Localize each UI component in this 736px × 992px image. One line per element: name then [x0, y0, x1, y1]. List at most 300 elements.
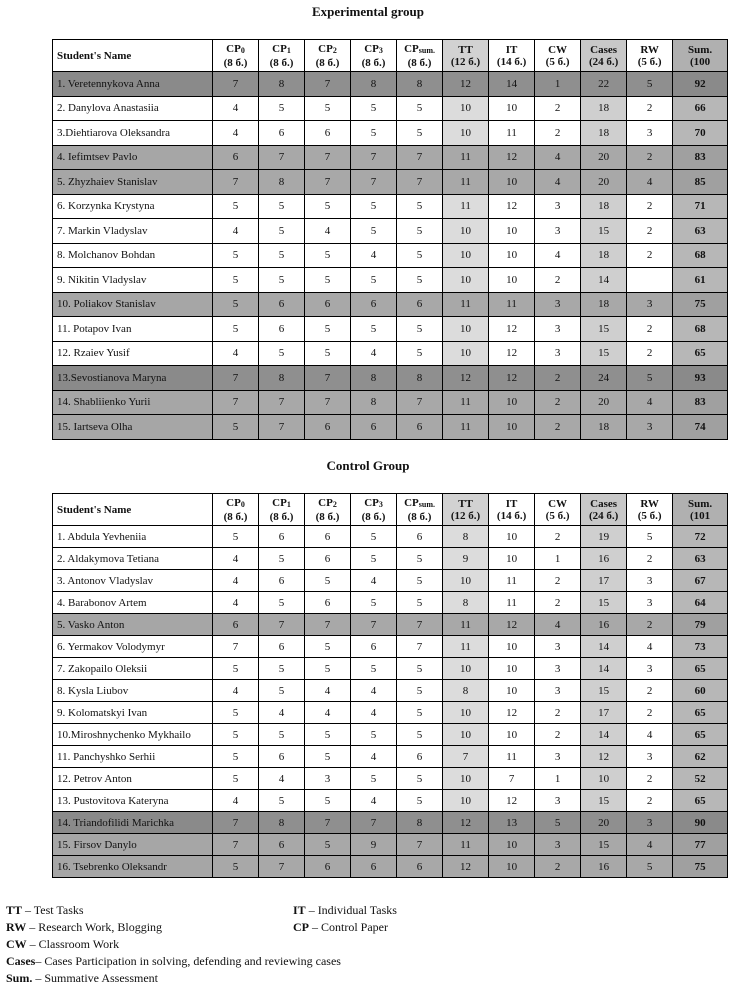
- score-cp1: 6: [258, 526, 304, 548]
- score-tt: 10: [443, 570, 489, 592]
- score-sum: 75: [673, 856, 728, 878]
- header-label: RW: [640, 43, 659, 56]
- score-cases: 15: [581, 790, 627, 812]
- header-col-3: [351, 494, 397, 526]
- score-cp2: 5: [305, 194, 351, 219]
- score-cp0: 4: [212, 548, 258, 570]
- header-label: IT: [505, 43, 518, 56]
- table-row: [53, 194, 728, 219]
- student-name: 14. Shabliienko Yurii: [53, 390, 213, 415]
- score-cp1: 5: [258, 243, 304, 268]
- score-cp0: 6: [212, 145, 258, 170]
- score-cw: 2: [535, 856, 581, 878]
- table-row: [53, 592, 728, 614]
- student-name: 12. Rzaiev Yusif: [53, 341, 213, 366]
- score-cpsum: 5: [397, 680, 443, 702]
- score-sum: 64: [673, 592, 728, 614]
- student-name: 13. Pustovitova Kateryna: [53, 790, 213, 812]
- score-cpsum: 6: [397, 292, 443, 317]
- header-points: (5 б.): [637, 55, 662, 68]
- score-cp1: 6: [258, 317, 304, 342]
- score-tt: 7: [443, 746, 489, 768]
- score-cw: 3: [535, 746, 581, 768]
- score-cpsum: 5: [397, 219, 443, 244]
- header-col-10: [673, 40, 728, 72]
- student-name: 11. Panchyshko Serhii: [53, 746, 213, 768]
- score-cpsum: 5: [397, 548, 443, 570]
- score-rw: 2: [627, 243, 673, 268]
- score-cp2: 6: [305, 415, 351, 440]
- score-cp2: 7: [305, 366, 351, 391]
- score-cp0: 6: [212, 614, 258, 636]
- score-tt: 10: [443, 317, 489, 342]
- score-cp0: 5: [212, 268, 258, 293]
- score-rw: 2: [627, 614, 673, 636]
- student-name: 4. Barabonov Artem: [53, 592, 213, 614]
- score-cp3: 5: [351, 219, 397, 244]
- student-name: 15. Firsov Danylo: [53, 834, 213, 856]
- score-cpsum: 5: [397, 194, 443, 219]
- score-cp3: 5: [351, 268, 397, 293]
- score-cw: 3: [535, 636, 581, 658]
- score-rw: 4: [627, 834, 673, 856]
- score-tt: 10: [443, 768, 489, 790]
- header-col-4: [397, 494, 443, 526]
- score-cp3: 5: [351, 121, 397, 146]
- score-cp0: 5: [212, 526, 258, 548]
- score-tt: 8: [443, 592, 489, 614]
- score-cp0: 4: [212, 592, 258, 614]
- score-cases: 15: [581, 219, 627, 244]
- score-it: 12: [489, 194, 535, 219]
- header-label: CW: [548, 497, 568, 510]
- score-it: 10: [489, 268, 535, 293]
- score-tt: 10: [443, 790, 489, 812]
- score-cw: 2: [535, 570, 581, 592]
- student-name: 7. Markin Vladyslav: [53, 219, 213, 244]
- score-cw: 3: [535, 292, 581, 317]
- score-tt: 11: [443, 614, 489, 636]
- score-cp3: 5: [351, 592, 397, 614]
- header-subscript: 0: [240, 499, 245, 509]
- score-cases: 10: [581, 768, 627, 790]
- control-group-table: [52, 493, 728, 878]
- header-col-3: [351, 40, 397, 72]
- experimental-group-table: [52, 39, 728, 440]
- score-tt: 10: [443, 219, 489, 244]
- score-tt: 10: [443, 243, 489, 268]
- score-cp2: 5: [305, 790, 351, 812]
- score-cases: 18: [581, 194, 627, 219]
- header-label: CP: [226, 496, 241, 509]
- header-label: CP: [272, 42, 287, 55]
- score-cp3: 4: [351, 746, 397, 768]
- score-cw: 3: [535, 680, 581, 702]
- header-label: IT: [505, 497, 518, 510]
- score-it: 11: [489, 292, 535, 317]
- score-cpsum: 6: [397, 415, 443, 440]
- header-col-6: [489, 494, 535, 526]
- score-cw: 1: [535, 548, 581, 570]
- header-label: Sum.: [687, 43, 713, 56]
- score-rw: 3: [627, 570, 673, 592]
- score-rw: 4: [627, 724, 673, 746]
- score-cpsum: 5: [397, 724, 443, 746]
- score-cp2: 5: [305, 834, 351, 856]
- header-points: (8 б.): [407, 56, 432, 69]
- header-label: CP: [364, 496, 379, 509]
- score-tt: 11: [443, 636, 489, 658]
- score-cp1: 6: [258, 292, 304, 317]
- header-col-8: [581, 494, 627, 526]
- table-row: [53, 292, 728, 317]
- score-cp1: 8: [258, 170, 304, 195]
- student-name: 12. Petrov Anton: [53, 768, 213, 790]
- score-sum: 65: [673, 702, 728, 724]
- score-cp1: 4: [258, 768, 304, 790]
- table-row: [53, 834, 728, 856]
- score-cp0: 7: [212, 72, 258, 97]
- score-it: 10: [489, 834, 535, 856]
- score-cp0: 7: [212, 366, 258, 391]
- score-rw: 2: [627, 194, 673, 219]
- header-col-2: [305, 40, 351, 72]
- score-cp2: 6: [305, 592, 351, 614]
- score-rw: 5: [627, 856, 673, 878]
- header-points: (12 б.): [450, 509, 481, 522]
- student-name: 4. Iefimtsev Pavlo: [53, 145, 213, 170]
- score-cp2: 3: [305, 768, 351, 790]
- header-col-2: [305, 494, 351, 526]
- header-points: (8 б.): [407, 510, 432, 523]
- score-cp2: 5: [305, 341, 351, 366]
- score-tt: 10: [443, 121, 489, 146]
- score-cp3: 5: [351, 724, 397, 746]
- score-cp2: 7: [305, 170, 351, 195]
- score-cw: 3: [535, 834, 581, 856]
- score-cp3: 6: [351, 856, 397, 878]
- header-points: (8 б.): [223, 56, 248, 69]
- student-name: 3. Antonov Vladyslav: [53, 570, 213, 592]
- score-cp0: 5: [212, 746, 258, 768]
- score-cp0: 5: [212, 292, 258, 317]
- score-it: 13: [489, 812, 535, 834]
- score-sum: 68: [673, 243, 728, 268]
- score-cases: 19: [581, 526, 627, 548]
- table-row: [53, 366, 728, 391]
- score-cp3: 4: [351, 570, 397, 592]
- table-row: [53, 680, 728, 702]
- score-cases: 15: [581, 834, 627, 856]
- score-it: 10: [489, 636, 535, 658]
- score-rw: 2: [627, 145, 673, 170]
- header-label: Sum.: [687, 497, 713, 510]
- score-sum: 62: [673, 746, 728, 768]
- score-cw: 4: [535, 145, 581, 170]
- score-cw: 2: [535, 592, 581, 614]
- header-subscript: 1: [286, 45, 291, 55]
- score-rw: 4: [627, 636, 673, 658]
- score-cp2: 7: [305, 614, 351, 636]
- score-cpsum: 7: [397, 614, 443, 636]
- score-tt: 11: [443, 834, 489, 856]
- score-cp2: 7: [305, 72, 351, 97]
- score-it: 10: [489, 548, 535, 570]
- student-name: 8. Kysla Liubov: [53, 680, 213, 702]
- score-cases: 20: [581, 145, 627, 170]
- score-sum: 68: [673, 317, 728, 342]
- table-row: [53, 121, 728, 146]
- score-it: 12: [489, 366, 535, 391]
- score-cases: 16: [581, 548, 627, 570]
- score-cw: 2: [535, 366, 581, 391]
- score-cp1: 6: [258, 636, 304, 658]
- score-cp1: 5: [258, 96, 304, 121]
- score-cpsum: 5: [397, 658, 443, 680]
- score-cp0: 5: [212, 243, 258, 268]
- score-cw: 1: [535, 768, 581, 790]
- header-subscript: 2: [332, 45, 337, 55]
- score-cp1: 5: [258, 194, 304, 219]
- score-sum: 83: [673, 145, 728, 170]
- score-sum: 65: [673, 724, 728, 746]
- score-cases: 14: [581, 724, 627, 746]
- score-cp0: 4: [212, 341, 258, 366]
- header-col-10: [673, 494, 728, 526]
- score-cpsum: 6: [397, 526, 443, 548]
- score-rw: 2: [627, 219, 673, 244]
- header-col-5: [443, 40, 489, 72]
- score-cases: 15: [581, 341, 627, 366]
- student-name: 13.Sevostianova Maryna: [53, 366, 213, 391]
- score-cp2: 4: [305, 680, 351, 702]
- header-label: CP: [318, 42, 333, 55]
- legend-sum: Sum. – Summative Assessment: [6, 971, 159, 985]
- score-cpsum: 7: [397, 390, 443, 415]
- score-cases: 15: [581, 592, 627, 614]
- score-rw: 3: [627, 812, 673, 834]
- score-sum: 67: [673, 570, 728, 592]
- header-points: (8 б.): [269, 510, 294, 523]
- score-it: 10: [489, 680, 535, 702]
- score-cp1: 5: [258, 658, 304, 680]
- score-it: 10: [489, 856, 535, 878]
- student-name: 1. Abdula Yevheniia: [53, 526, 213, 548]
- score-cases: 18: [581, 415, 627, 440]
- score-sum: 71: [673, 194, 728, 219]
- header-label: CP: [404, 42, 419, 55]
- score-cp0: 4: [212, 96, 258, 121]
- score-sum: 65: [673, 658, 728, 680]
- score-cp2: 4: [305, 219, 351, 244]
- score-cp0: 7: [212, 390, 258, 415]
- score-it: 12: [489, 317, 535, 342]
- score-cpsum: 5: [397, 570, 443, 592]
- header-points: (8 б.): [269, 56, 294, 69]
- score-it: 10: [489, 96, 535, 121]
- score-cpsum: 7: [397, 170, 443, 195]
- score-cp0: 7: [212, 170, 258, 195]
- score-cp2: 5: [305, 96, 351, 121]
- score-cases: 12: [581, 746, 627, 768]
- score-cw: 1: [535, 72, 581, 97]
- table-row: [53, 390, 728, 415]
- experimental-group-title: Experimental group: [311, 4, 425, 19]
- score-it: 10: [489, 170, 535, 195]
- score-sum: 73: [673, 636, 728, 658]
- score-cp2: 5: [305, 317, 351, 342]
- header-points: (24 б.): [588, 55, 619, 68]
- score-cp3: 7: [351, 170, 397, 195]
- score-rw: 3: [627, 658, 673, 680]
- score-tt: 10: [443, 658, 489, 680]
- score-tt: 10: [443, 341, 489, 366]
- header-points: (8 б.): [361, 56, 386, 69]
- legend-tt: TT – Test Tasks: [6, 903, 84, 917]
- score-it: 11: [489, 121, 535, 146]
- score-cp3: 4: [351, 341, 397, 366]
- header-points: (8 б.): [223, 510, 248, 523]
- score-cp1: 7: [258, 390, 304, 415]
- score-rw: 4: [627, 390, 673, 415]
- score-cp1: 4: [258, 702, 304, 724]
- score-sum: 85: [673, 170, 728, 195]
- header-col-5: [443, 494, 489, 526]
- score-cases: 24: [581, 366, 627, 391]
- score-cp1: 7: [258, 856, 304, 878]
- student-name: 8. Molchanov Bohdan: [53, 243, 213, 268]
- score-cp3: 7: [351, 812, 397, 834]
- table-row: [53, 268, 728, 293]
- header-col-9: [627, 494, 673, 526]
- score-cp1: 6: [258, 570, 304, 592]
- score-cp3: 6: [351, 415, 397, 440]
- score-cp2: 6: [305, 292, 351, 317]
- score-cp3: 9: [351, 834, 397, 856]
- score-cp3: 8: [351, 366, 397, 391]
- score-cp1: 5: [258, 680, 304, 702]
- header-subscript: 3: [378, 499, 383, 509]
- score-cp0: 5: [212, 856, 258, 878]
- score-cw: 2: [535, 415, 581, 440]
- score-cp1: 5: [258, 268, 304, 293]
- header-col-7: [535, 40, 581, 72]
- score-cpsum: 5: [397, 243, 443, 268]
- score-tt: 11: [443, 170, 489, 195]
- score-it: 11: [489, 592, 535, 614]
- score-it: 12: [489, 790, 535, 812]
- score-cp1: 5: [258, 790, 304, 812]
- score-cp0: 4: [212, 219, 258, 244]
- header-student-name: Student's Name: [53, 494, 213, 526]
- header-points: (101: [689, 509, 711, 522]
- score-rw: [627, 268, 673, 293]
- score-it: 10: [489, 390, 535, 415]
- table-row: [53, 526, 728, 548]
- score-cases: 22: [581, 72, 627, 97]
- header-points: (5 б.): [545, 509, 570, 522]
- score-cases: 20: [581, 390, 627, 415]
- header-subscript: 2: [332, 499, 337, 509]
- student-name: 14. Triandofilidi Marichka: [53, 812, 213, 834]
- score-cp1: 5: [258, 592, 304, 614]
- score-rw: 3: [627, 292, 673, 317]
- score-cw: 3: [535, 790, 581, 812]
- score-rw: 2: [627, 768, 673, 790]
- score-cpsum: 5: [397, 702, 443, 724]
- score-cp0: 4: [212, 680, 258, 702]
- score-cp1: 5: [258, 548, 304, 570]
- score-cpsum: 8: [397, 366, 443, 391]
- header-col-8: [581, 40, 627, 72]
- score-rw: 2: [627, 317, 673, 342]
- legend-cw: CW – Classroom Work: [6, 937, 120, 951]
- score-cw: 2: [535, 121, 581, 146]
- score-sum: 65: [673, 341, 728, 366]
- score-cpsum: 8: [397, 72, 443, 97]
- score-cp2: 6: [305, 526, 351, 548]
- score-cases: 18: [581, 96, 627, 121]
- score-sum: 77: [673, 834, 728, 856]
- score-cp2: 7: [305, 145, 351, 170]
- score-cases: 16: [581, 614, 627, 636]
- table-row: [53, 614, 728, 636]
- score-cases: 18: [581, 243, 627, 268]
- score-cp3: 5: [351, 658, 397, 680]
- score-tt: 11: [443, 292, 489, 317]
- header-col-0: [212, 40, 258, 72]
- score-cp0: 7: [212, 834, 258, 856]
- score-cw: 3: [535, 219, 581, 244]
- score-cp2: 5: [305, 724, 351, 746]
- student-name: 2. Aldakymova Tetiana: [53, 548, 213, 570]
- score-sum: 66: [673, 96, 728, 121]
- score-cp3: 6: [351, 292, 397, 317]
- score-cp2: 5: [305, 570, 351, 592]
- score-cp1: 8: [258, 72, 304, 97]
- score-cpsum: 5: [397, 592, 443, 614]
- table-row: [53, 636, 728, 658]
- score-cpsum: 5: [397, 121, 443, 146]
- score-cpsum: 5: [397, 768, 443, 790]
- student-name: 11. Potapov Ivan: [53, 317, 213, 342]
- score-tt: 10: [443, 268, 489, 293]
- score-sum: 65: [673, 790, 728, 812]
- score-rw: 2: [627, 790, 673, 812]
- score-cw: 3: [535, 341, 581, 366]
- table-row: [53, 415, 728, 440]
- score-it: 12: [489, 614, 535, 636]
- score-cpsum: 5: [397, 96, 443, 121]
- score-cp1: 5: [258, 724, 304, 746]
- score-cp3: 4: [351, 680, 397, 702]
- score-it: 12: [489, 702, 535, 724]
- score-cp2: 5: [305, 658, 351, 680]
- score-tt: 11: [443, 145, 489, 170]
- score-rw: 3: [627, 121, 673, 146]
- header-points: (14 б.): [496, 55, 527, 68]
- table-header-row: [53, 40, 728, 72]
- score-cp2: 5: [305, 268, 351, 293]
- score-cases: 15: [581, 680, 627, 702]
- header-col-6: [489, 40, 535, 72]
- score-sum: 60: [673, 680, 728, 702]
- score-rw: 2: [627, 548, 673, 570]
- score-sum: 74: [673, 415, 728, 440]
- score-cp1: 8: [258, 812, 304, 834]
- header-col-4: [397, 40, 443, 72]
- score-sum: 92: [673, 72, 728, 97]
